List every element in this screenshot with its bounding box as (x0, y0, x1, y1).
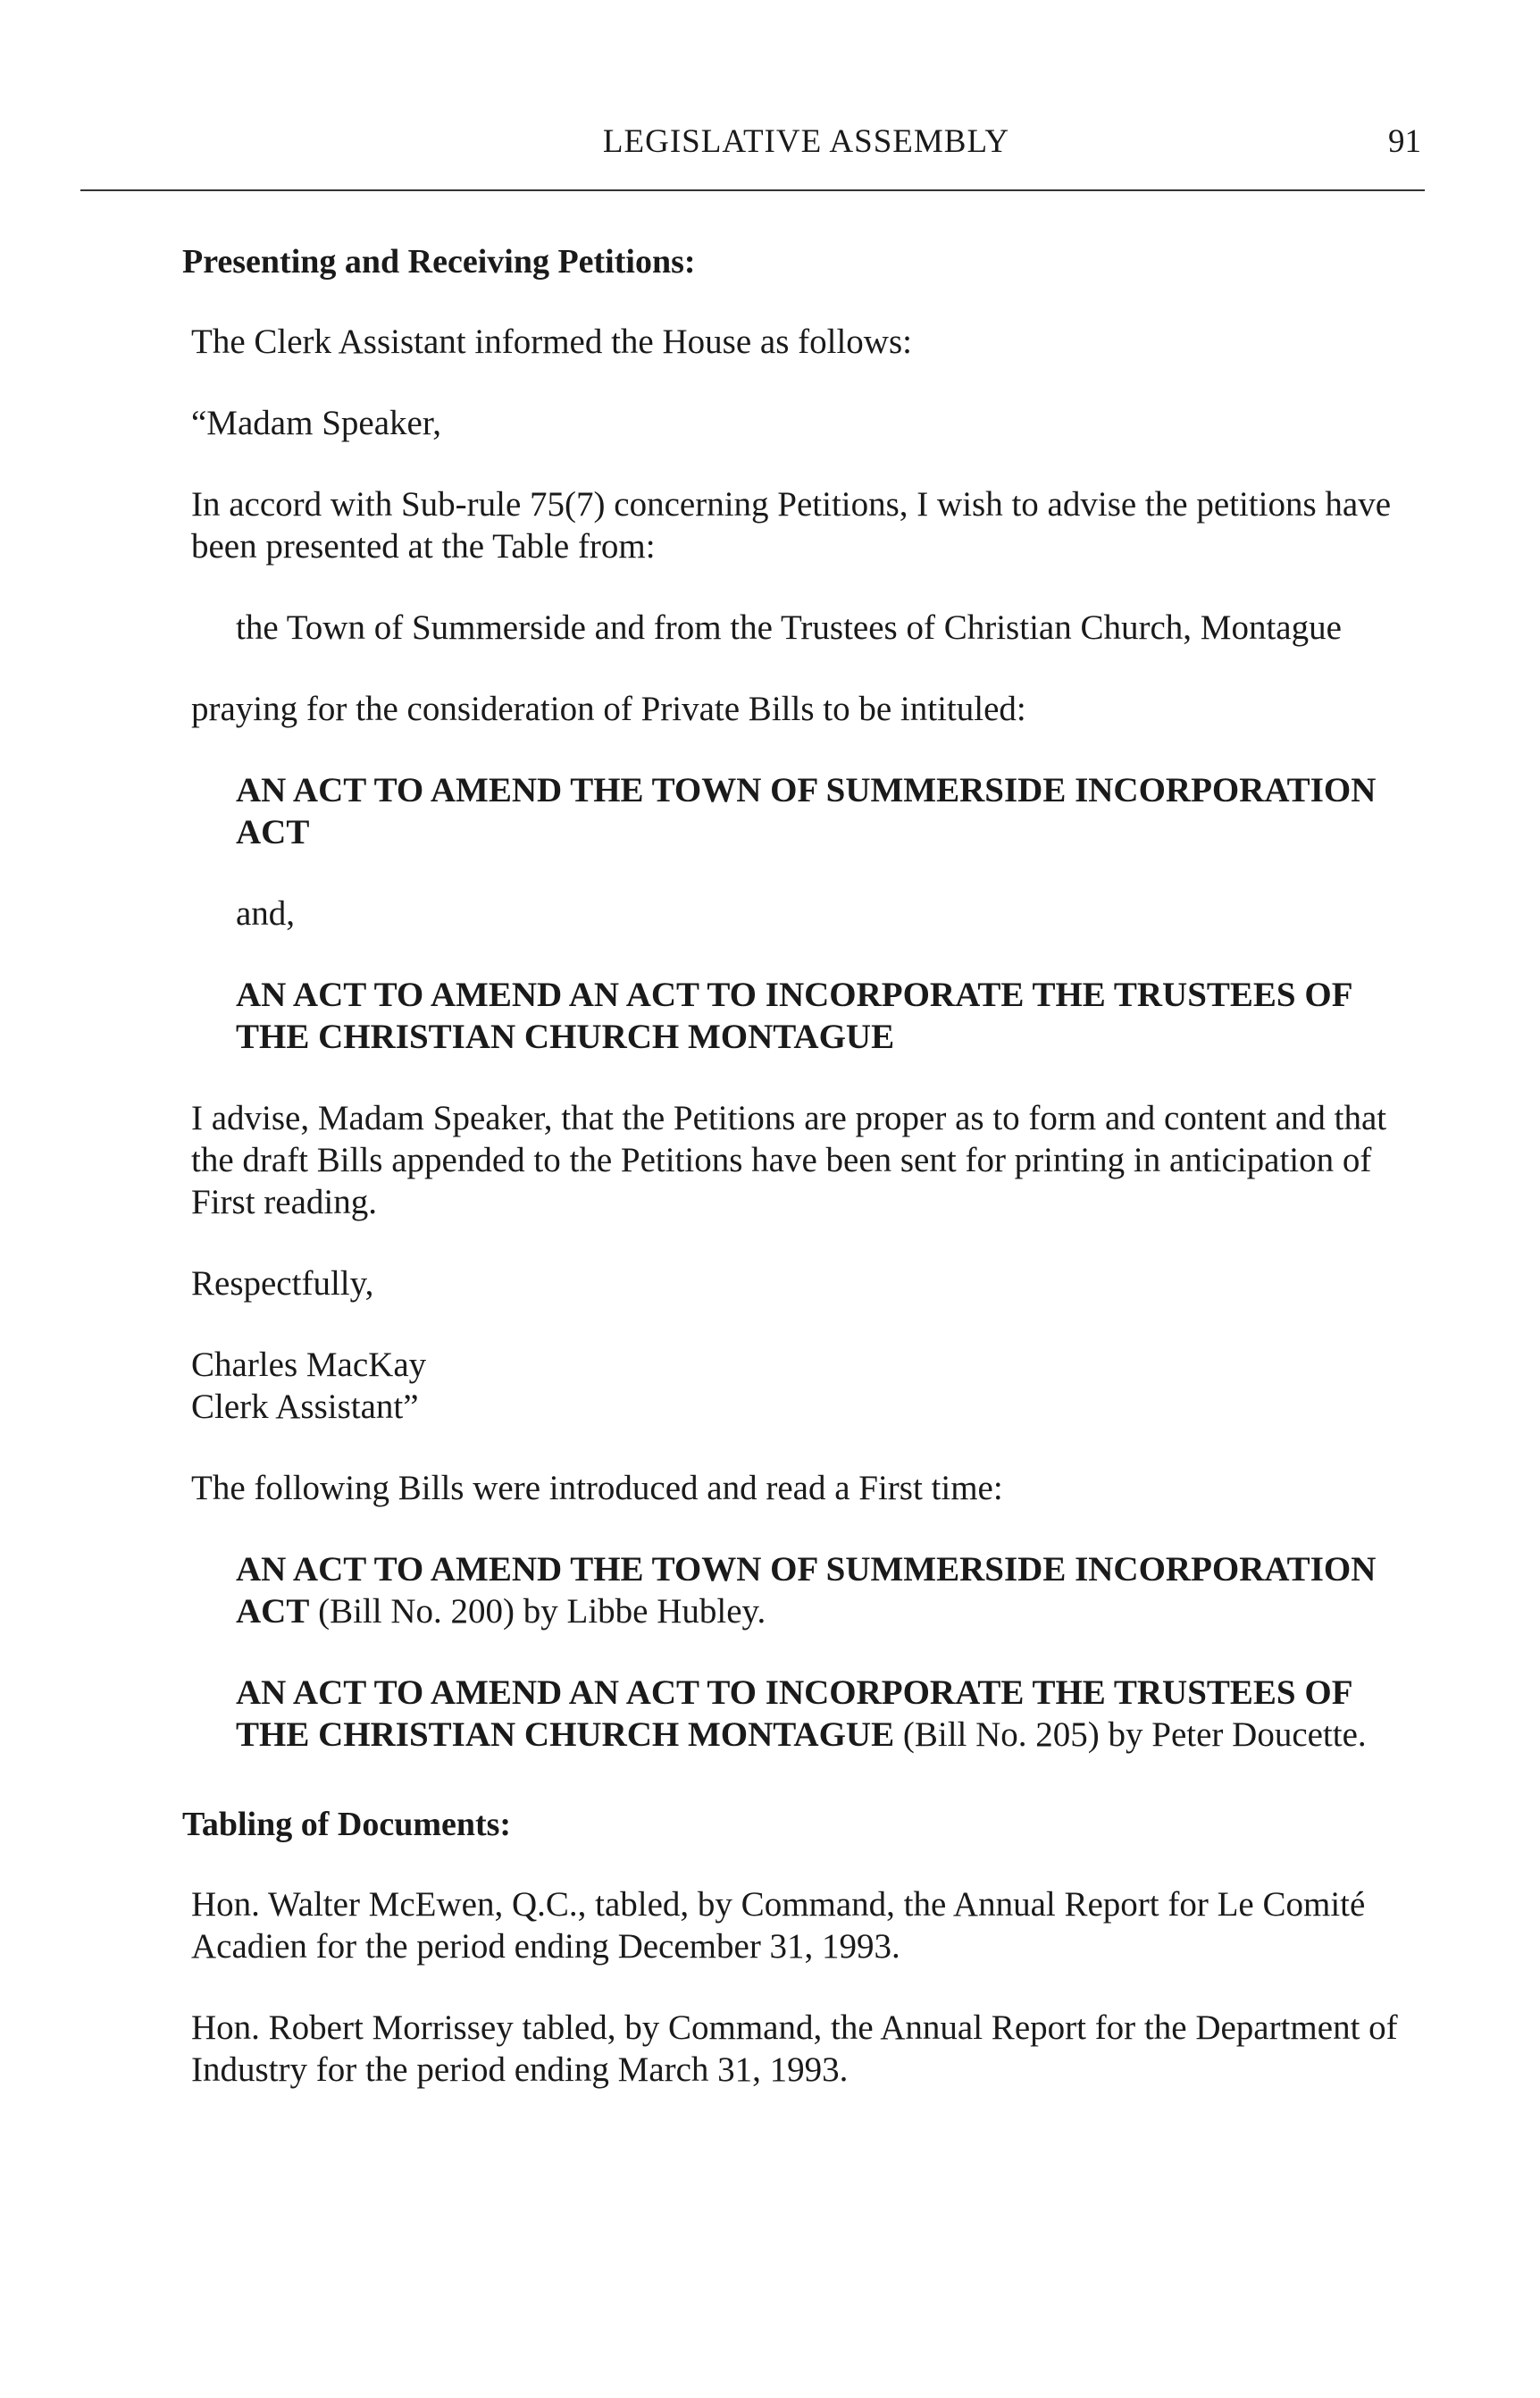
running-title: LEGISLATIVE ASSEMBLY (602, 123, 1010, 160)
paragraph-advise: I advise, Madam Speaker, that the Petitions are proper as to form and content and that the draft Bills appended to the Petitions have been sent for printing in anticipation of First reading. (191, 1099, 1387, 1221)
tabling-item-mcewen: Hon. Walter McEwen, Q.C., tabled, by Command, the Annual Report for Le Comité Acadien for the period ending December 31, 1993. (191, 1885, 1366, 1966)
first-reading-bill-200 (236, 1548, 1424, 1632)
paragraph-first-reading-intro: The following Bills were introduced and read a First time: (191, 1469, 1003, 1507)
bill-title-summerside: AN ACT TO AMEND THE TOWN OF SUMMERSIDE INCORPORATION ACT (236, 771, 1377, 851)
paragraph-petitioners: the Town of Summerside and from the Trustees of Christian Church, Montague (236, 608, 1342, 647)
paragraph-praying: praying for the consideration of Private Bills to be intituled: (191, 690, 1026, 728)
paragraph-accord: In accord with Sub-rule 75(7) concerning Petitions, I wish to advise the petitions have been presented at the Table from: (191, 485, 1392, 566)
paragraph-clerk-intro: The Clerk Assistant informed the House as follows: (191, 323, 912, 361)
section-heading-petitions: Presenting and Receiving Petitions: (182, 243, 696, 281)
paragraph-and: and, (236, 894, 296, 933)
paragraph-salutation: “Madam Speaker, (191, 404, 441, 442)
page-number: 91 (1388, 123, 1421, 160)
bill-200-details: (Bill No. 200) by Libbe Hubley. (309, 1592, 766, 1631)
signer-title: Clerk Assistant” (191, 1388, 419, 1426)
tabling-item-morrissey: Hon. Robert Morrissey tabled, by Command, the Annual Report for the Department of Industry for the period ending March 31, 1993. (191, 2008, 1398, 2089)
bill-205-details: (Bill No. 205) by Peter Doucette. (894, 1715, 1367, 1754)
bill-205-title: AN ACT TO AMEND AN ACT TO INCORPORATE THE TRUSTEES OF THE CHRISTIAN CHURCH MONTAGUE (236, 1673, 1352, 1754)
page-header (191, 120, 1421, 164)
bill-200-title: AN ACT TO AMEND THE TOWN OF SUMMERSIDE INCORPORATION ACT (236, 1550, 1377, 1631)
bill-title-christian-church: AN ACT TO AMEND AN ACT TO INCORPORATE THE TRUSTEES OF THE CHRISTIAN CHURCH MONTAGUE (236, 976, 1352, 1056)
header-rule (80, 189, 1425, 191)
page-body (182, 241, 1424, 2091)
section-heading-tabling: Tabling of Documents: (182, 1806, 512, 1843)
first-reading-bill-205 (236, 1672, 1424, 1756)
paragraph-closing: Respectfully, (191, 1264, 374, 1303)
signer-name: Charles MacKay (191, 1346, 427, 1384)
signature-block (191, 1344, 1424, 1428)
